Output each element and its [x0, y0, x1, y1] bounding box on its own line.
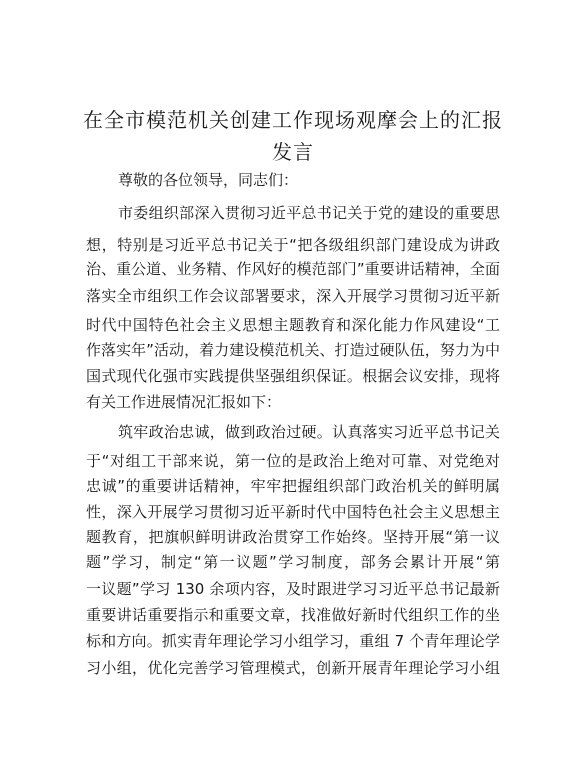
paragraph-2-line-7: 一议题”学习 130 余项内容，及时跟进学习习近平总书记最新	[86, 580, 500, 598]
paragraph-1-line-3: 治、重公道、业务精、作风好的模范部门”重要讲话精神，全面	[86, 260, 500, 278]
paragraph-2-line-8: 重要讲话重要指示和重要文章，找准做好新时代组织工作的坐	[86, 606, 500, 624]
paragraph-1-line-7: 国式现代化强市实践提供坚强组织保证。根据会议安排，现将	[86, 367, 500, 385]
paragraph-1-line-4: 落实全市组织工作会议部署要求，深入开展学习贯彻习近平新	[86, 287, 500, 305]
paragraph-1-line-5: 时代中国特色社会主义思想主题教育和深化能力作风建设“工	[86, 316, 500, 334]
paragraph-2-line-5: 题教育，把旗帜鲜明讲政治贯穿工作始终。坚持开展“第一议	[86, 528, 500, 546]
document-title-line-1: 在全市模范机关创建工作现场观摩会上的汇报	[83, 108, 503, 132]
paragraph-2-line-3: 忠诚”的重要讲话精神，牢牢把握组织部门政治机关的鲜明属	[86, 477, 500, 495]
paragraph-2-line-10: 习小组，优化完善学习管理模式，创新开展青年理论学习小组	[86, 659, 500, 677]
paragraph-1-line-2: 想，特别是习近平总书记关于“把各级组织部门建设成为讲政	[86, 236, 500, 254]
paragraph-1-line-1: 市委组织部深入贯彻习近平总书记关于党的建设的重要思	[118, 204, 500, 222]
paragraph-2-line-6: 题”学习，制定“第一议题”学习制度，部务会累计开展“第	[86, 553, 500, 571]
document-title-line-2: 发言	[272, 140, 314, 164]
paragraph-2-line-2: 于“对组工干部来说，第一位的是政治上绝对可靠、对党绝对	[86, 452, 500, 470]
paragraph-2-line-4: 性，深入开展学习贯彻习近平新时代中国特色社会主义思想主	[86, 503, 500, 521]
paragraph-2-line-9: 标和方向。抓实青年理论学习小组学习，重组 7 个青年理论学	[86, 632, 500, 650]
paragraph-2-line-1: 筑牢政治忠诚，做到政治过硬。认真落实习近平总书记关	[118, 423, 500, 441]
paragraph-1-line-6: 作落实年”活动，着力建设模范机关、打造过硬队伍，努力为中	[86, 341, 500, 359]
salutation: 尊敬的各位领导，同志们：	[118, 171, 299, 189]
paragraph-1-line-8: 有关工作进展情况汇报如下：	[86, 393, 282, 411]
